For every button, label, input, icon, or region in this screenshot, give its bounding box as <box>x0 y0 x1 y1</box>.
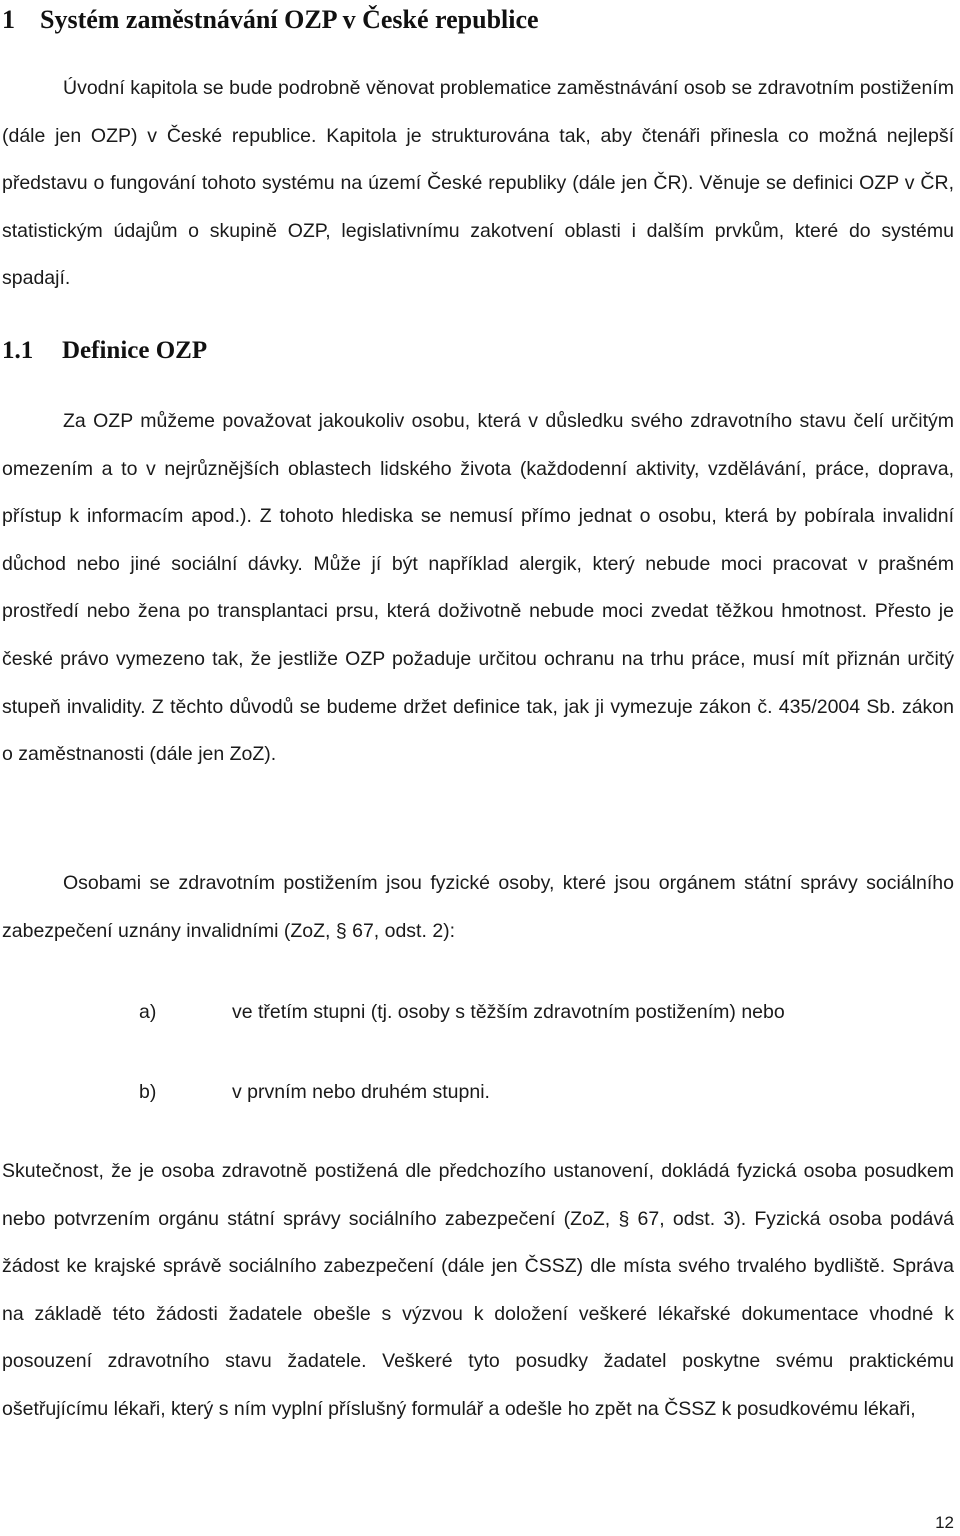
law-paragraph: Osobami se zdravotním postižením jsou fyzické osoby, které jsou orgánem státní správy sociálního zabezpečení uznány invalidními (ZoZ, § 67, odst. 2): <box>2 872 954 942</box>
list-item-text: ve třetím stupni (tj. osoby s těžším zdravotním postižením) nebo <box>232 1001 785 1023</box>
list-item <box>139 1077 939 1107</box>
section-heading <box>2 333 207 369</box>
list-marker: a) <box>139 1001 157 1023</box>
chapter-number: 1 <box>2 5 15 34</box>
definition-paragraph: Za OZP můžeme považovat jakoukoliv osobu, která v důsledku svého zdravotního stavu čelí určitým omezením a to v nejrůznějších oblastech lidského života (každodenní aktivity, vzdělávání, práce, doprava, přístup k informacím apod.). Z tohoto hlediska se nemusí přímo jednat o osobu, která by pobírala invalidní důchod nebo jiné sociální dávky. Může jí být například alergik, který nebude moci pracovat v prašném prostředí nebo žena po transplantaci prsu, která doživotně nebude moci zvedat těžkou hmotnost. Přesto je české právo vymezeno tak, že jestliže OZP požaduje určitou ochranu na trhu práce, musí mít přiznán určitý stupeň invalidity. Z těchto důvodů se budeme držet definice tak, jak ji vymezuje zákon č. 435/2004 Sb. zákon o zaměstnanosti (dále jen ZoZ). <box>2 410 954 766</box>
page-number: 12 <box>935 1513 954 1532</box>
section-number: 1.1 <box>2 337 34 364</box>
list-item <box>139 997 939 1027</box>
chapter-heading <box>2 2 539 38</box>
section-title: Definice OZP <box>62 337 208 364</box>
list-item-text: v prvním nebo druhém stupni. <box>232 1081 490 1103</box>
fact-paragraph: Skutečnost, že je osoba zdravotně postižená dle předchozího ustanovení, dokládá fyzická osoba posudkem nebo potvrzením orgánu státní správy sociálního zabezpečení (ZoZ, § 67, odst. 3). Fyzická osoba podává žádost ke krajské správě sociálního zabezpečení (dále jen ČSSZ) dle místa svého trvalého bydliště. Správa na základě této žádosti žadatele obešle s výzvou k doložení veškeré lékařské dokumentace vhodné k posouzení zdravotního stavu žadatele. Veškeré tyto posudky žadatel poskytne svému praktickému ošetřujícímu lékaři, který s ním vyplní příslušný formulář a odešle ho zpět na ČSSZ k posudkovému lékaři, <box>2 1160 954 1420</box>
intro-paragraph: Úvodní kapitola se bude podrobně věnovat problematice zaměstnávání osob se zdravotním postižením (dále jen OZP) v České republice. Kapitola je strukturována tak, aby čtenáři přinesla co možná nejlepší představu o fungování tohoto systému na území České republiky (dále jen ČR). Věnuje se definici OZP v ČR, statistickým údajům o skupině OZP, legislativnímu zakotvení oblasti i dalším prvkům, které do systému spadají. <box>2 77 954 290</box>
list-marker: b) <box>139 1081 157 1103</box>
chapter-title: Systém zaměstnávání OZP v České republice <box>40 5 539 34</box>
